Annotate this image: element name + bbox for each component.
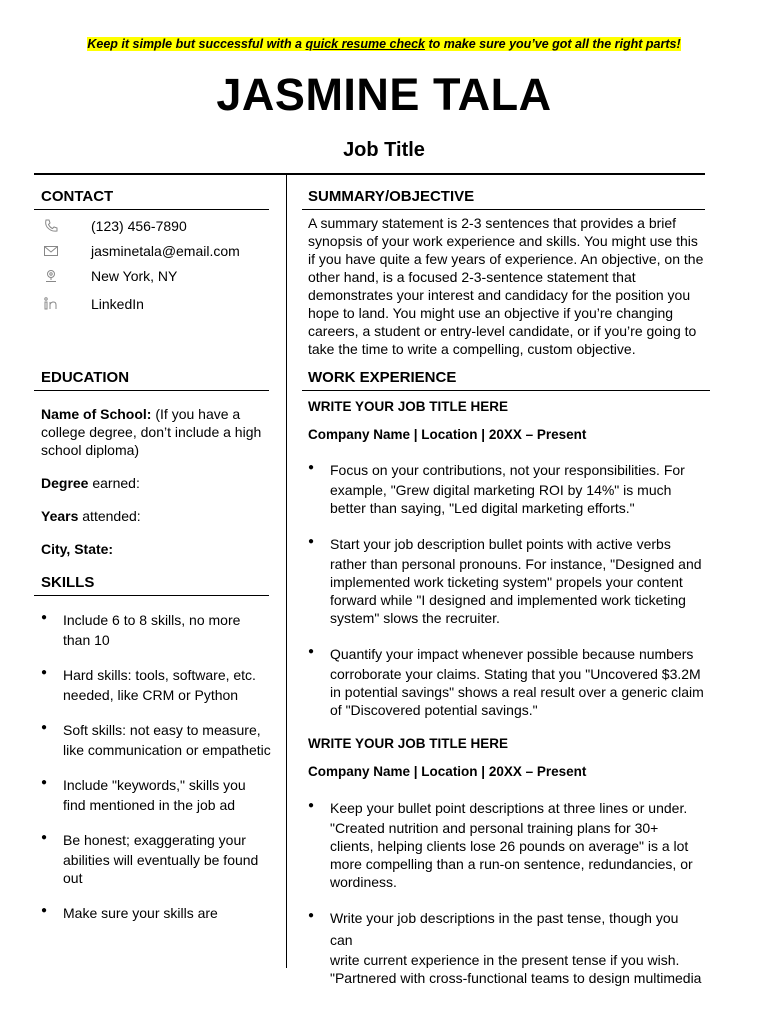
job-bullet — [308, 533, 704, 627]
location-text: New York, NY — [91, 268, 178, 284]
job-1-company: Company Name | Location | 20XX – Present — [308, 427, 587, 442]
education-city — [41, 540, 271, 558]
skill-item — [41, 719, 273, 759]
school-label: Name of School: — [41, 406, 152, 422]
skill-text-cont: than 10 — [63, 632, 110, 648]
skill-text-cont: like communication or empathetic — [63, 742, 271, 758]
skill-item — [41, 609, 273, 649]
bullet-text-cont: "Created nutrition and personal training plans for 30+ clients, helping clients lose 26 pounds on average" is a lot more compelling than a run-on sentence, redundancies, or wordiness. — [330, 820, 693, 890]
skills-rule — [34, 595, 269, 596]
skills-heading: SKILLS — [41, 574, 95, 591]
job-bullet — [308, 797, 704, 891]
tip-suffix: to make sure you’ve got all the right parts! — [425, 37, 681, 51]
job-bullet — [308, 907, 704, 987]
degree-label: Degree — [41, 475, 89, 491]
bullet-text: ● Start your job description bullet points with active verbs — [330, 536, 671, 552]
degree-text: earned: — [88, 475, 140, 491]
skill-text: ● Be honest; exaggerating your — [63, 832, 246, 848]
bullet-text-cont: write current experience in the present tense if you wish. "Partnered with cross-functional teams to design multimedia — [330, 952, 702, 986]
skill-text: ● Hard skills: tools, software, etc. — [63, 667, 256, 683]
years-text: attended: — [78, 508, 141, 524]
skill-item — [41, 902, 273, 924]
tip-prefix: Keep it simple but successful with a — [87, 37, 306, 51]
phone-icon — [43, 218, 59, 234]
education-years — [41, 507, 271, 525]
summary-heading: SUMMARY/OBJECTIVE — [308, 188, 475, 205]
contact-rule — [34, 209, 269, 210]
skill-text-cont: find mentioned in the job ad — [63, 797, 236, 813]
education-rule — [34, 390, 269, 391]
summary-text: A summary statement is 2-3 sentences that provides a brief synopsis of your work experience and skills. You might use this if you have quite a few years of experience. An objective, on the other hand, is a focused 2-3-sentence statement that demonstrates your interest and candidacy for the position you hope to land. You might use an objective if you’re changing careers, a student or entry-level candidate, or if you’re going to take the time to write a compelling, custom objective. — [308, 215, 704, 357]
column-divider — [286, 175, 287, 968]
contact-heading: CONTACT — [41, 188, 114, 205]
job-1-bullets — [308, 459, 704, 719]
education-degree — [41, 474, 271, 492]
candidate-name: JASMINE TALA — [216, 69, 552, 120]
bullet-text-cont: example, "Grew digital marketing ROI by 14%" is much better than saying, "Led digital marketing efforts." — [330, 482, 672, 516]
skill-item — [41, 664, 273, 704]
skill-text: ● Include 6 to 8 skills, no more — [63, 612, 241, 628]
school-note: (If you have a college degree, don’t include a high school diploma) — [41, 406, 262, 458]
skill-text-cont: abilities will eventually be found out — [63, 852, 259, 886]
skill-text: ● Include "keywords," skills you — [63, 777, 246, 793]
quick-resume-check-link[interactable]: quick resume check — [305, 37, 425, 51]
skill-item — [41, 829, 273, 887]
email-text[interactable]: jasminetala@email.com — [91, 243, 240, 259]
skills-list — [41, 609, 273, 924]
linkedin-text[interactable]: LinkedIn — [91, 296, 144, 312]
work-rule — [302, 390, 710, 391]
education-school — [41, 405, 271, 459]
bullet-text: ● Write your job descriptions in the past tense, though you can — [330, 910, 679, 948]
location-icon — [43, 268, 59, 284]
tip-banner — [0, 36, 768, 52]
email-icon — [43, 243, 59, 259]
skill-item — [41, 774, 273, 814]
linkedin-icon — [43, 296, 59, 312]
years-label: Years — [41, 508, 79, 524]
job-2-company: Company Name | Location | 20XX – Present — [308, 764, 587, 779]
skill-text: ● Make sure your skills are — [63, 905, 218, 921]
bullet-text: ● Quantify your impact whenever possible because numbers — [330, 646, 694, 662]
city-label: City, State: — [41, 541, 114, 557]
work-heading: WORK EXPERIENCE — [308, 369, 457, 386]
job-2-bullets — [308, 797, 704, 987]
bullet-text: ● Keep your bullet point descriptions at three lines or under. — [330, 800, 688, 816]
job-bullet — [308, 459, 704, 517]
skill-text-cont: needed, like CRM or Python — [63, 687, 239, 703]
job-2-title: WRITE YOUR JOB TITLE HERE — [308, 736, 509, 751]
bullet-text-cont: rather than personal pronouns. For instance, "Designed and implemented work ticketing system" propels your content forward while "I designed and implemented work ticketing system" slows the recruiter. — [330, 556, 702, 626]
job-1-title: WRITE YOUR JOB TITLE HERE — [308, 399, 509, 414]
skill-text: ● Soft skills: not easy to measure, — [63, 722, 261, 738]
bullet-text: ● Focus on your contributions, not your responsibilities. For — [330, 462, 685, 478]
bullet-text-cont: corroborate your claims. Stating that you "Uncovered $3.2M in potential savings" shows a real result over a generic claim of "Discovered potential savings." — [330, 666, 704, 718]
summary-rule — [302, 209, 705, 210]
tip-highlight — [87, 37, 680, 51]
education-heading: EDUCATION — [41, 369, 130, 386]
header-divider — [34, 173, 705, 175]
job-title: Job Title — [343, 139, 425, 161]
job-bullet — [308, 643, 704, 719]
phone-text: (123) 456-7890 — [91, 218, 187, 234]
